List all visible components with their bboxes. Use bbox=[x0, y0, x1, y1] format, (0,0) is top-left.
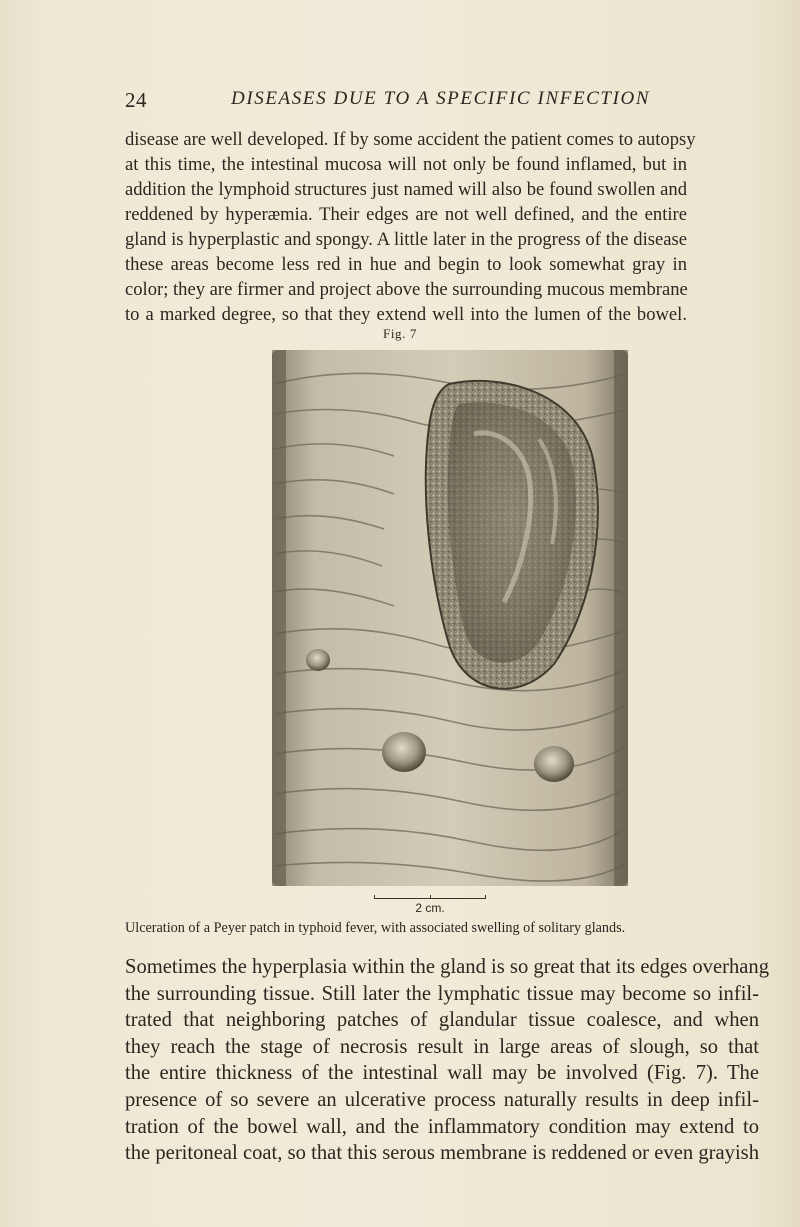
scale-bar bbox=[374, 898, 486, 920]
scale-label: 2 cm. bbox=[415, 901, 445, 915]
text-line: the surrounding tissue. Still later the lymphatic tissue may become so infil- bbox=[125, 982, 759, 1005]
text-line: these areas become less red in hue and begin to look somewhat gray in bbox=[125, 254, 687, 275]
solitary-gland-left-upper bbox=[306, 649, 330, 671]
scale-tick-end bbox=[485, 895, 486, 899]
text-line: presence of so severe an ulcerative process naturally results in deep infil- bbox=[125, 1088, 759, 1111]
running-head bbox=[125, 88, 685, 118]
text-line: reddened by hyperæmia. Their edges are not well defined, and the entire bbox=[125, 204, 687, 225]
text-line: the peritoneal coat, so that this serous membrane is reddened or even grayish bbox=[125, 1142, 759, 1165]
figure-label: Fig. 7 bbox=[383, 326, 417, 341]
figure-illustration bbox=[264, 344, 634, 892]
text-line: tration of the bowel wall, and the inflammatory condition may extend to bbox=[125, 1115, 759, 1138]
running-title: DISEASES DUE TO A SPECIFIC INFECTION bbox=[231, 88, 651, 109]
scale-tick-start bbox=[374, 895, 375, 899]
text-line: Sometimes the hyperplasia within the gland is so great that its edges overhang bbox=[125, 956, 769, 978]
text-line: to a marked degree, so that they extend well into the lumen of the bowel. bbox=[125, 304, 687, 325]
page-number: 24 bbox=[125, 88, 147, 112]
paragraph-ulcerative-process bbox=[125, 954, 769, 1167]
scale-tick-mid bbox=[430, 895, 431, 899]
text-line: at this time, the intestinal mucosa will not only be found inflamed, but in bbox=[125, 154, 687, 175]
text-line: color; they are firmer and project above the surrounding mucous membrane bbox=[125, 279, 688, 300]
solitary-gland-right-lower bbox=[534, 746, 574, 782]
text-line: they reach the stage of necrosis result in large areas of slough, so that bbox=[125, 1035, 759, 1058]
text-line: disease are well developed. If by some accident the patient comes to autopsy bbox=[125, 129, 696, 150]
text-line: trated that neighboring patches of glandular tissue coalesce, and when bbox=[125, 1009, 759, 1032]
figure-caption: Ulceration of a Peyer patch in typhoid fever, with associated swelling of solitary glands. bbox=[125, 920, 626, 936]
text-line: addition the lymphoid structures just named will also be found swollen and bbox=[125, 179, 687, 200]
text-line: the entire thickness of the intestinal wall may be involved (Fig. 7). The bbox=[125, 1062, 759, 1085]
paragraph-autopsy-findings bbox=[125, 127, 696, 327]
text-line: gland is hyperplastic and spongy. A little later in the progress of the disease bbox=[125, 229, 687, 250]
solitary-gland-left-lower bbox=[382, 732, 426, 772]
